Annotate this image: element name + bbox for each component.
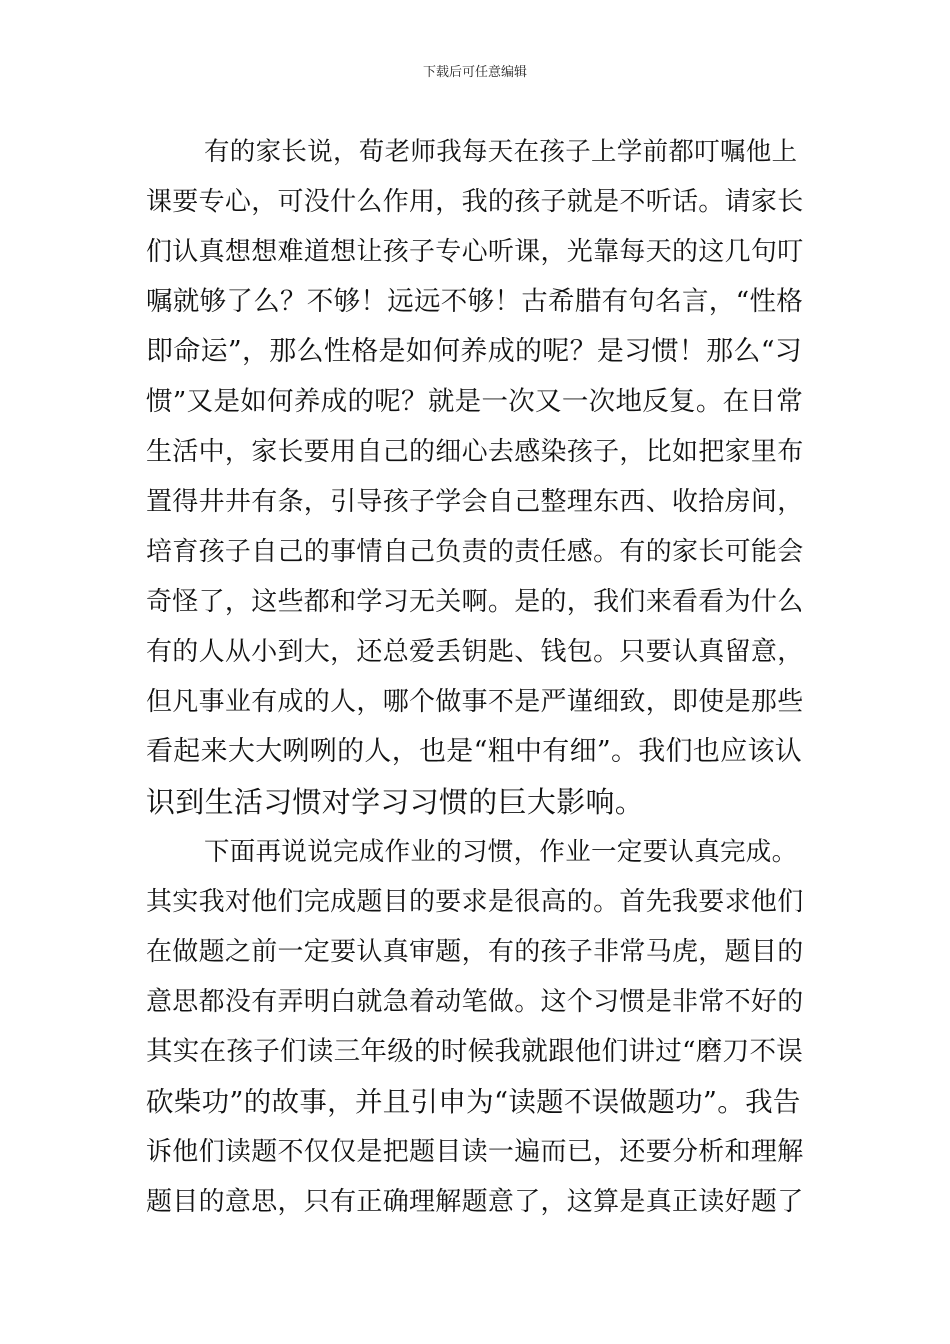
- paragraph-1-line-10: 奇怪了，这些都和学习无关啊。是的，我们来看看为什么: [146, 587, 804, 617]
- paragraph-1-line-4: 嘱就够了么？不够！远远不够！古希腊有句名言，“性格: [146, 286, 804, 317]
- paragraph-1-line-3: 们认真想想难道想让孩子专心听课，光靠每天的这几句叮: [146, 237, 804, 267]
- paragraph-2-line-6: 砍柴功”的故事，并且引申为“读题不误做题功”。我告: [146, 1086, 801, 1118]
- paragraph-1-line-5: 即命运”，那么性格是如何养成的呢？是习惯！那么“习: [146, 336, 803, 367]
- paragraph-1-line-14: 识到生活习惯对学习习惯的巨大影响。: [146, 785, 645, 819]
- paragraph-2-line-7: 诉他们读题不仅仅是把题目读一遍而已，还要分析和理解: [146, 1137, 804, 1167]
- page-header: 下载后可任意编辑: [422, 65, 527, 80]
- paragraph-2-line-4: 意思都没有弄明白就急着动笔做。这个习惯是非常不好的: [146, 987, 804, 1017]
- paragraph-2-line-5: 其实在孩子们读三年级的时候我就跟他们讲过“磨刀不误: [146, 1036, 804, 1067]
- paragraph-1-line-1: 有的家长说，荀老师我每天在孩子上学前都叮嘱他上: [204, 137, 798, 167]
- paragraph-1-line-9: 培育孩子自己的事情自己负责的责任感。有的家长可能会: [146, 537, 804, 567]
- paragraph-1-line-12: 但凡事业有成的人，哪个做事不是严谨细致，即使是那些: [146, 687, 804, 717]
- paragraph-2-line-1: 下面再说说完成作业的习惯，作业一定要认真完成。: [204, 837, 798, 867]
- paragraph-1-line-6: 惯”又是如何养成的呢？就是一次又一次地反复。在日常: [146, 386, 804, 417]
- paragraph-2-line-2: 其实我对他们完成题目的要求是很高的。首先我要求他们: [146, 887, 804, 917]
- paragraph-1-line-13: 看起来大大咧咧的人，也是“粗中有细”。我们也应该认: [146, 736, 803, 767]
- paragraph-2-line-3: 在做题之前一定要认真审题，有的孩子非常马虎，题目的: [146, 937, 804, 967]
- paragraph-2-line-8: 题目的意思，只有正确理解题意了，这算是真正读好题了: [146, 1187, 804, 1217]
- paragraph-1-line-11: 有的人从小到大，还总爱丢钥匙、钱包。只要认真留意，: [146, 637, 804, 667]
- paragraph-1-line-2: 课要专心，可没什么作用，我的孩子就是不听话。请家长: [146, 187, 804, 217]
- paragraph-1-line-8: 置得井井有条，引导孩子学会自己整理东西、收拾房间，: [146, 487, 804, 517]
- paragraph-1-line-7: 生活中，家长要用自己的细心去感染孩子，比如把家里布: [146, 437, 804, 467]
